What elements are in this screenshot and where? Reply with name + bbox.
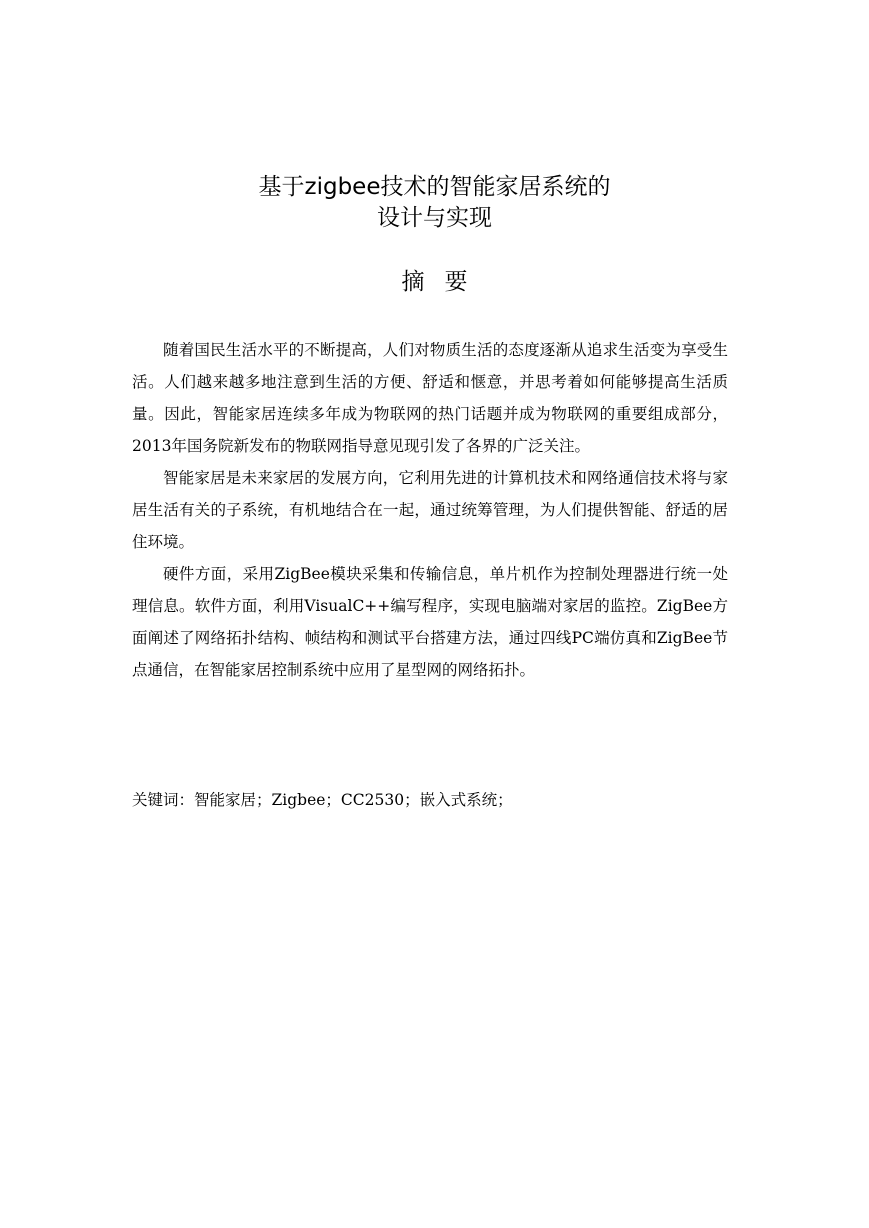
abstract-paragraph-2: 智能家居是未来家居的发展方向，它利用先进的计算机技术和网络通信技术将与家居生活有关的子系统，有机地结合在一起，通过统筹管理，为人们提供智能、舒适的居住环境。 [132,469,728,551]
abstract-heading: 摘要 [401,269,488,295]
abstract-paragraph-3: 硬件方面，采用ZigBee模块采集和传输信息，单片机作为控制处理器进行统一处理信息。软件方面，利用VisualC++编写程序，实现电脑端对家居的监控。ZigBee方面阐述了网络拓扑结构、帧结构和测试平台搭建方法，通过四线PC端仿真和ZigBee节点通信，在智能家居控制系统中应用了星型网的网络拓扑。 [132,565,728,679]
keywords-value: 智能家居；Zigbee；CC2530；嵌入式系统； [194,791,513,809]
document-title-line-1: 基于zigbee技术的智能家居系统的 [258,174,611,200]
keywords-line [132,784,728,816]
abstract-paragraph-1: 随着国民生活水平的不断提高，人们对物质生活的态度逐渐从追求生活变为享受生活。人们越来越多地注意到生活的方便、舒适和惬意，并思考着如何能够提高生活质量。因此，智能家居连续多年成为物联网的热门话题并成为物联网的重要组成部分，2013年国务院新发布的物联网指导意见现引发了各界的广泛关注。 [132,341,728,455]
abstract-body [132,334,728,686]
document-title-line-2: 设计与实现 [377,205,492,231]
keywords-label: 关键词： [132,791,195,809]
